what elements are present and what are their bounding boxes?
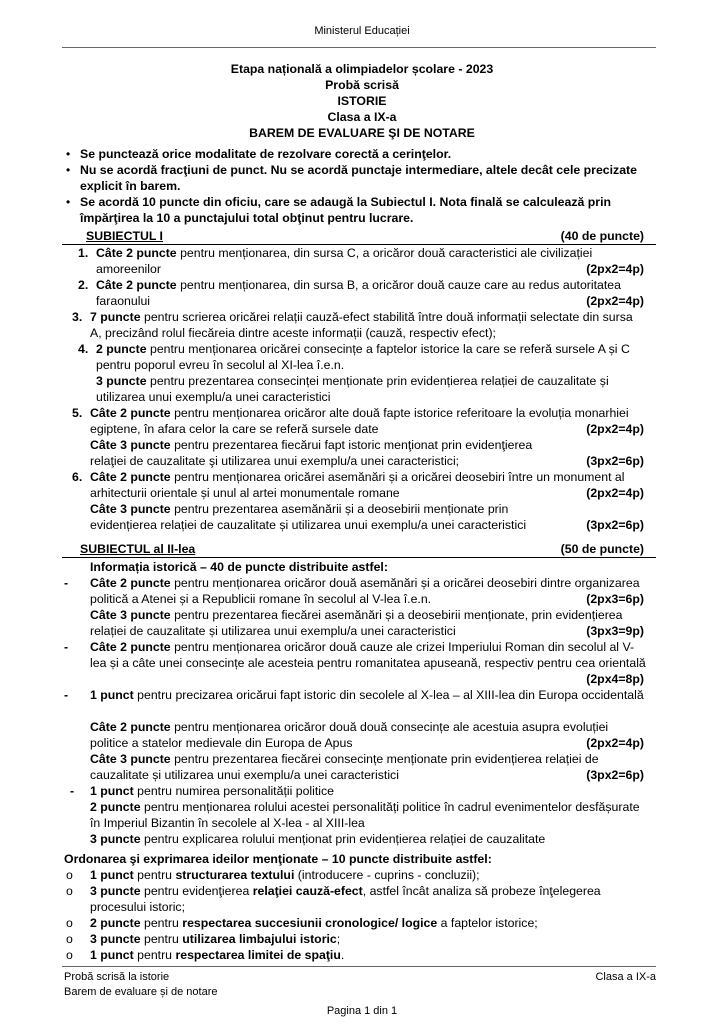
item-text: Câte 2 puncte pentru menționarea oricăror alte două fapte istorice referitoare la evoluția monarhiei egiptene, în afara celor la care se referă sursele date [90,406,629,436]
item-number: 5. [72,406,83,420]
item-number: 4. [78,342,89,356]
bullet-icon: • [66,195,71,209]
dash-icon: - [64,640,69,654]
title-line-5: BAREM DE EVALUARE ŞI DE NOTARE [249,126,475,140]
circle-bullet-icon: o [66,884,73,898]
item-score: (2px2=4p) [586,294,644,308]
bullet-icon: • [66,163,71,177]
block-c-score-3: (3px2=6p) [586,768,644,782]
block-b-text: Câte 2 puncte pentru menționarea oricăror două cauze ale crizei Imperiului Roman din secolul al V-lea și a câte unei consecințe ale acesteia pentru romanitatea apuseană, respectiv pentru cea orientală [90,640,646,670]
item-text: Câte 2 puncte pentru menționarea, din sursa B, a oricăror două cauze care au redus autoritatea faraonului [96,278,621,308]
circle-bullet-icon: o [66,868,73,882]
title-line-3: ISTORIE [337,94,387,108]
circle-bullet-icon: o [66,932,73,946]
block-d-text: 1 punct pentru numirea personalității politice [90,784,335,798]
footer-right: Clasa a IX-a [595,971,656,983]
block-b-score: (2px4=8p) [586,672,644,686]
block-a-text: Câte 2 puncte pentru menționarea oricăror două asemănări și a oricărei deosebiri dintre organizarea politică a Atenei și a Republicii romane în secolul al V-lea î.e.n. [90,576,640,606]
footer-left-2: Barem de evaluare și de notare [64,986,218,998]
item-score: (2px2=4p) [586,422,644,436]
s2-divider [62,557,656,558]
block-a-text-2: Câte 3 puncte pentru prezentarea fiecărei asemănări și a deosebirii menționate, prin evidențierea relației de cauzalitate și utilizarea unui exemplu/a unei caracteristici [90,608,623,638]
info-header: Informația istorică – 40 de puncte distribuite astfel: [90,560,388,574]
block-c-text-2: Câte 2 puncte pentru menționarea oricăror două două consecințe ale acestuia asupra evoluției politice a statelor medievale din Europa de Apus [90,720,609,750]
block-c-text: 1 punct pentru precizarea oricărui fapt istoric din secolele al X-lea – al XIII-lea din Europa occidentală [90,688,644,702]
dash-icon: - [64,576,69,590]
item-text-2: Câte 3 puncte pentru prezentarea asemănării și a deosebirii menționate prin evidențierea relației de cauzalitate și utilizarea unui exemplu/a unei caracteristici [90,502,527,532]
item-text-2: 3 puncte pentru prezentarea consecinței menționate prin evidențierea relației de cauzalitate și utilizarea unui exemplu/a unei caracteristici [96,374,609,404]
s2-points: (50 de puncte) [560,542,644,556]
rule-1: Se punctează orice modalitate de rezolvare corectă a cerinţelor. [80,147,452,161]
item-number: 6. [72,470,83,484]
block-a-score: (2px3=6p) [586,592,644,606]
dash-icon: - [70,784,75,798]
rule-3: Se acordă 10 puncte din oficiu, care se adaugă la Subiectul I. Nota finală se calculează prin împărţirea la 10 a punctajului total obţinut pentru lucrare. [80,195,611,225]
rule-2: Nu se acordă fracţiuni de punct. Nu se acordă punctaje intermediare, altele decât cele precizate explicit în barem. [80,163,637,193]
title-line-2: Probă scrisă [325,78,399,92]
item-text: Câte 2 puncte pentru menționarea oricărei asemănări și a oricărei deosebiri între un monument al arhitecturii orientale și unul al artei monumentale romane [90,470,625,500]
block-c-text-3: Câte 3 puncte pentru prezentarea fiecărei consecințe menționate prin evidențierea relației de cauzalitate și utilizarea unui exemplu/a unei caracteristici [90,752,599,782]
bullet-icon: • [66,147,71,161]
item-number: 2. [78,278,89,292]
ministry-header: Ministerul Educației [314,25,410,37]
item-text: Câte 2 puncte pentru menționarea, din sursa C, a oricăror două caracteristici ale civilizației amoreenilor [96,246,593,276]
item-text-2: Câte 3 puncte pentru prezentarea fiecărui fapt istoric menţionat prin evidenţierea relaţiei de cauzalitate şi utilizarea unui exemplu/a unei caracteristici; [90,438,533,468]
item-text: 2 puncte pentru menționarea oricărei consecințe a faptelor istorice la care se referă sursele A și C pentru poporul evreu în secolul al XI-lea î.e.n. [96,342,630,372]
s1-title: SUBIECTUL I [86,229,163,243]
item-score: (2px2=4p) [586,262,644,276]
item-number: 3. [72,310,83,324]
item-score-2: (3px2=6p) [586,518,644,532]
order-header: Ordonarea şi exprimarea ideilor menţionate – 10 puncte distribuite astfel: [64,852,492,866]
block-c-score-2: (2px2=4p) [586,736,644,750]
circle-bullet-icon: o [66,916,73,930]
dash-icon: - [64,688,69,702]
s1-divider [62,244,656,245]
title-line-4: Clasa a IX-a [327,110,397,124]
s1-points: (40 de puncte) [560,229,644,243]
item-score-2: (3px2=6p) [586,454,644,468]
s2-title: SUBIECTUL al II-lea [80,542,196,556]
block-d-text-3: 3 puncte pentru explicarea rolului menționat prin evidențierea relației de cauzalitate [90,832,546,846]
item-score: (2px2=4p) [586,486,644,500]
footer-divider [62,966,656,967]
block-a-score-2: (3px3=9p) [586,624,644,638]
title-line-1: Etapa națională a olimpiadelor școlare - 2023 [230,62,494,76]
header-divider [62,47,656,48]
item-number: 1. [78,246,89,260]
footer-left-1: Probă scrisă la istorie [64,971,170,983]
block-d-text-2: 2 puncte pentru menționarea rolului acestei personalități politice în cadrul evenimentelor desfășurate în Imperiul Bizantin în secolele al X-lea - al XIII-lea [90,800,640,830]
item-text: 7 puncte pentru scrierea oricărei relații cauză-efect stabilită între două informații selectate din sursa A, precizând rolul fiecăreia dintre aceste informații (cauză, respectiv efect); [90,310,633,340]
circle-bullet-icon: o [66,948,73,962]
page-number: Pagina 1 din 1 [326,1005,398,1017]
